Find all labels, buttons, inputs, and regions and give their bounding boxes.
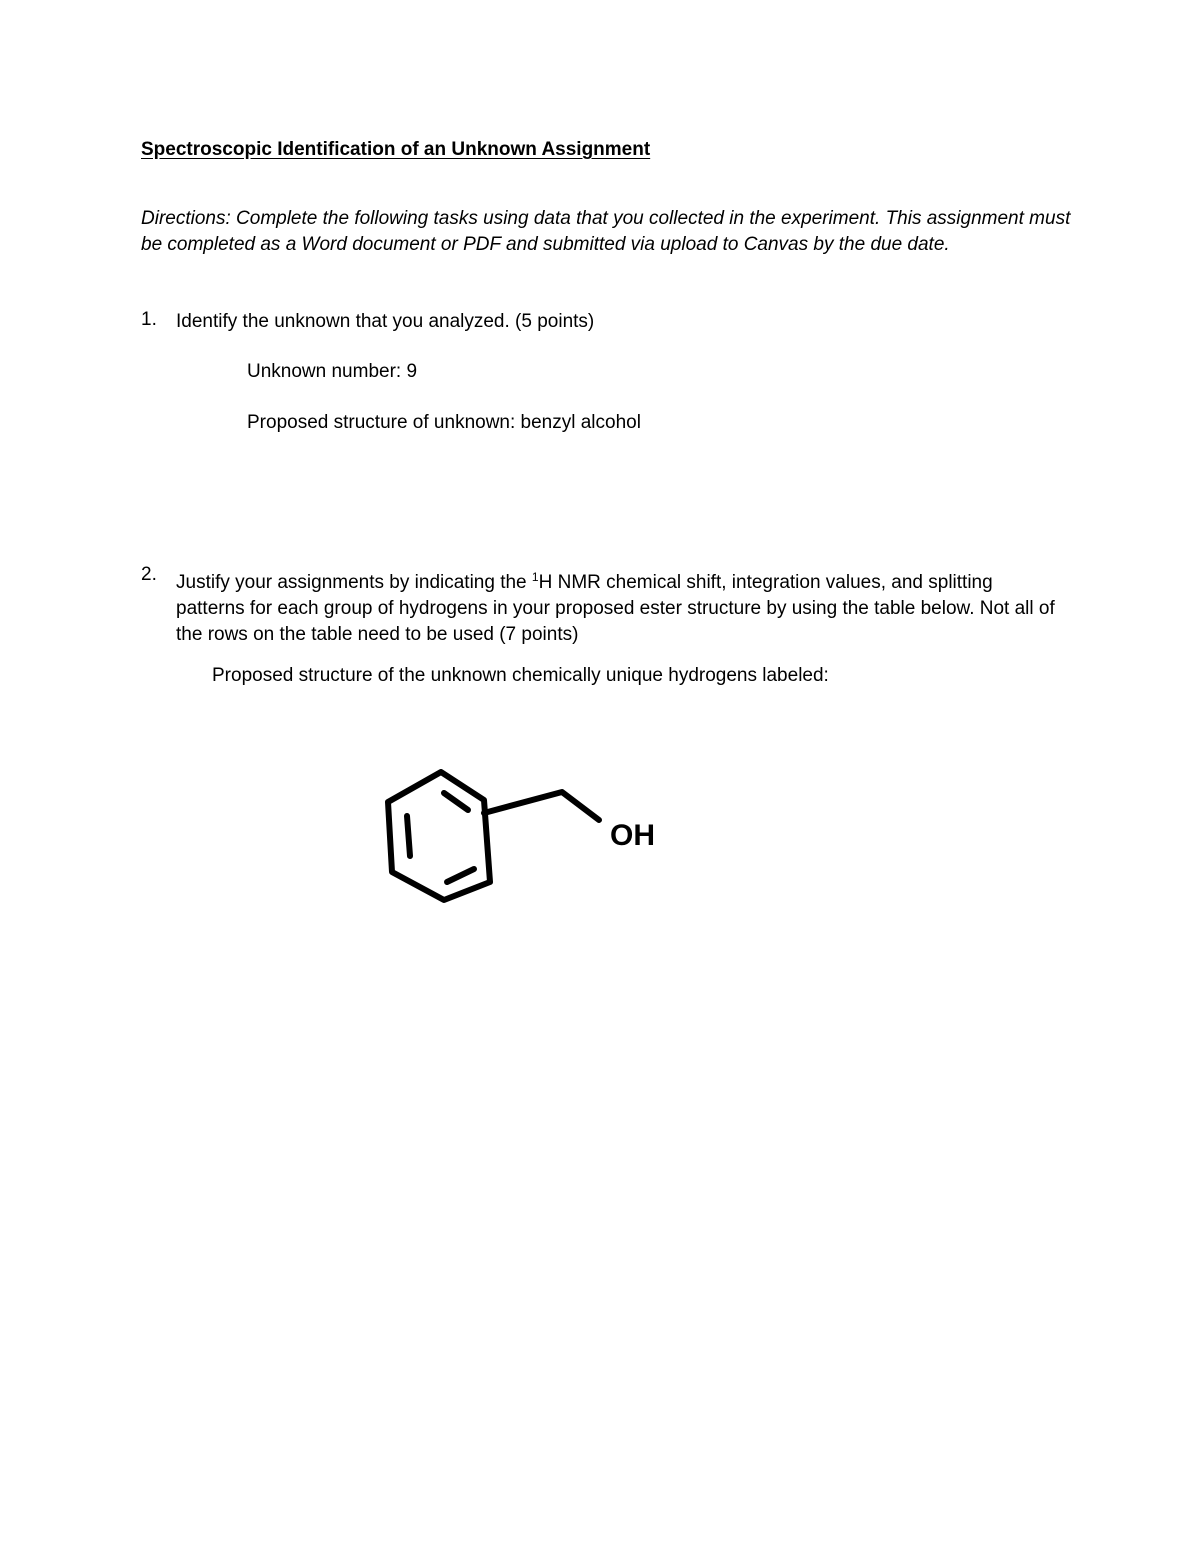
question-1-text: Identify the unknown that you analyzed. (5 points) (176, 311, 595, 332)
unknown-number-answer: Unknown number: 9 (247, 361, 418, 382)
proposed-structure-answer: Proposed structure of unknown: benzyl alcohol (247, 412, 641, 433)
question-2-text (176, 564, 1056, 648)
question-2-number: 2. (141, 564, 157, 585)
benzyl-alcohol-drawing (380, 760, 680, 910)
directions-paragraph: Directions: Complete the following tasks using data that you collected in the experiment. This assignment must be completed as a Word document or PDF and submitted via upload to Canvas by the due date. (141, 208, 1071, 255)
benzene-ring (388, 772, 490, 900)
double-bond-2 (407, 816, 410, 856)
oh-label: OH (610, 819, 655, 852)
question-2-text-start: Justify your assignments by indicating the (176, 572, 532, 593)
question-2-text-end: H NMR chemical shift, integration values, and splitting patterns for each group of hydrogens in your proposed ester structure by using the table below. Not all of the rows on the table need to be used (7 points) (176, 572, 1055, 645)
superscript-one: 1 (531, 570, 539, 584)
structure-label: Proposed structure of the unknown chemically unique hydrogens labeled: (212, 665, 829, 686)
double-bond-1 (444, 793, 468, 810)
ch2-bond (484, 792, 599, 820)
question-1-number: 1. (141, 309, 157, 330)
double-bond-3 (447, 869, 474, 882)
page-title: Spectroscopic Identification of an Unknown Assignment (141, 139, 651, 160)
